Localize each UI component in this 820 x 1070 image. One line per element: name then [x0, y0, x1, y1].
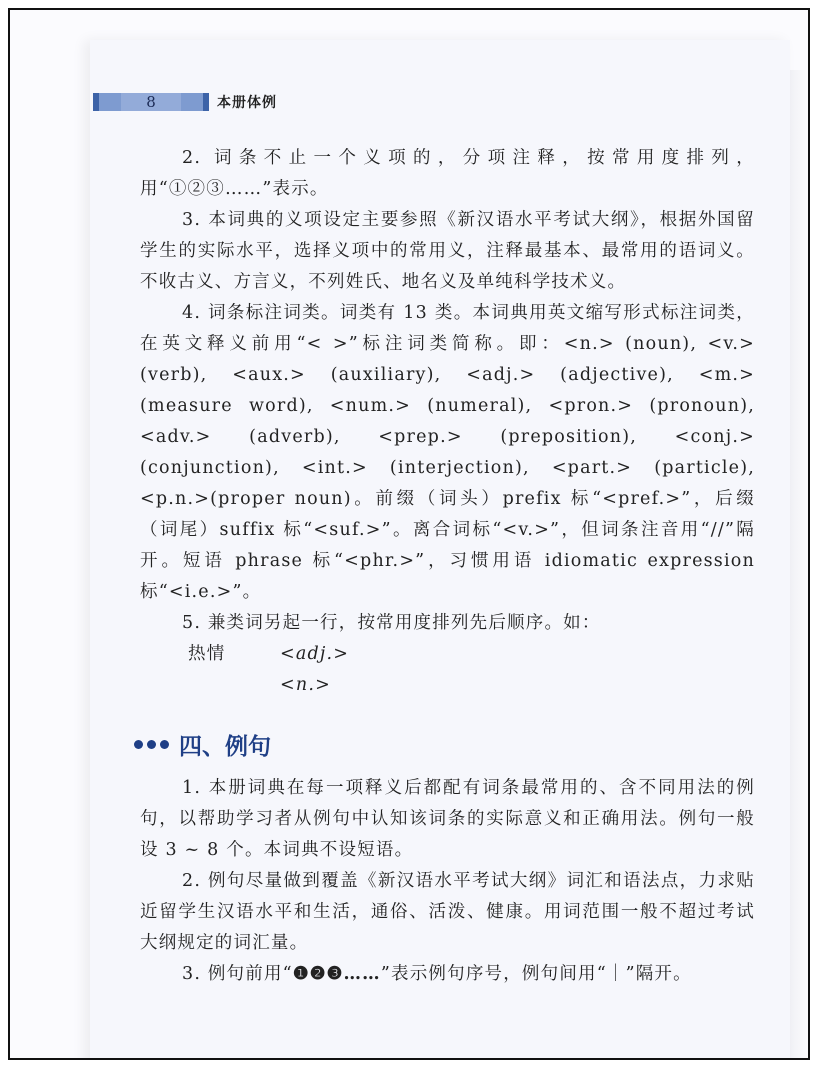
example-paragraph-2: 2. 例句尽量做到覆盖《新汉语水平考试大纲》词汇和语法点，力求贴近留学生汉语水平和生活，通俗、活泼、健康。用词范围一般不超过考试大纲规定的词汇量。: [140, 871, 755, 953]
header-bar-right-light: [181, 93, 203, 111]
header-bar-left-light: [99, 93, 121, 111]
bullet-dots-icon: [134, 740, 169, 749]
circled-numbers: ❶❷❸……: [292, 964, 381, 984]
p3-prefix: 3. 例句前用“: [182, 964, 293, 984]
paragraph-4: 4. 词条标注词类。词类有 13 类。本词典用英文缩写形式标注词类，在英文释义前用“< >”标注词类简称。即：<n.> (noun), <v.> (verb), <aux.> (auxiliary), <adj.> (adjective), <m.> (measure word), <num.> (numeral), <pron.> (pronoun), <adv.> (adverb), <prep.> (preposition), <conj.> (conjunction), <int.> (interjection), <part.> (particle), <p.n.>(proper noun)。前缀（词头）prefix 标“<pref.>”，后缀（词尾）suffix 标“<suf.>”。离合词标“<v.>”，但词条注音用“//”隔开。短语 phrase 标“<phr.>”，习惯用语 idiomatic expression 标“<i.e.>”。: [140, 303, 755, 602]
example-row-1: [140, 639, 755, 670]
paragraph-5: 5. 兼类词另起一行，按常用度排列先后顺序。如：: [182, 613, 601, 633]
example-paragraph-3: [140, 959, 755, 990]
section-title: 本册体例: [217, 95, 277, 111]
example-tag-adj: <adj.>: [280, 644, 350, 664]
section-heading: [134, 728, 271, 761]
lower-text-block: [140, 773, 755, 990]
upper-text-block: [140, 143, 755, 701]
example-word: 热情: [188, 644, 226, 664]
paragraph-2: 2. 词条不止一个义项的，分项注释，按常用度排列，用“①②③……”表示。: [140, 148, 755, 199]
example-row-2: [140, 670, 755, 701]
header-bar-right: [203, 93, 209, 111]
section-heading-text: 四、例句: [179, 734, 271, 760]
page-number: 8: [121, 93, 181, 111]
running-header: [93, 92, 277, 112]
example-word-spacer: [140, 670, 280, 701]
paragraph-3: 3. 本词典的义项设定主要参照《新汉语水平考试大纲》，根据外国留学生的实际水平，选择义项中的常用义，注释最基本、最常用的语词义。不收古义、方言义，不列姓氏、地名义及单纯科学技术义。: [140, 210, 755, 292]
p3-suffix: ”表示例句序号，例句间用“｜”隔开。: [380, 964, 692, 984]
example-paragraph-1: 1. 本册词典在每一项释义后都配有词条最常用的、含不同用法的例句，以帮助学习者从例句中认知该词条的实际意义和正确用法。例句一般设 3 ~ 8 个。本词典不设短语。: [140, 778, 755, 860]
example-tag-n: <n.>: [280, 675, 331, 695]
